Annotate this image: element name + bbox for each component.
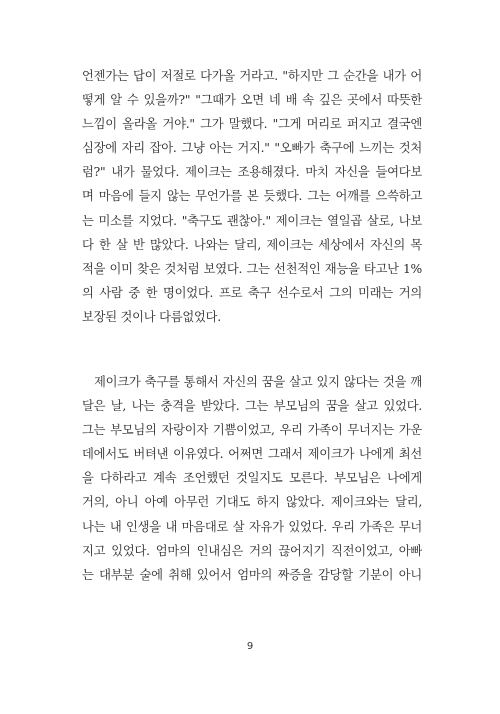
text-line: 느낌이 올라올 거야." 그가 말했다. "그게 머리로 퍼지고 결국엔 xyxy=(82,117,422,132)
text-line: 언젠가는 답이 저절로 다가올 거라고. "하지만 그 순간을 내가 어 xyxy=(82,69,422,83)
text-line: 지고 있었다. 엄마의 인내심은 거의 끊어지기 직전이었고, 아빠 xyxy=(82,543,422,558)
text-line: 제이크가 축구를 통해서 자신의 꿈을 살고 있지 않다는 것을 깨 xyxy=(94,375,422,389)
text-line: 며 마음에 들지 않는 무언가를 본 듯했다. 그는 어깨를 으쓱하고 xyxy=(82,189,422,204)
text-line: 다 한 살 반 많았다. 나와는 달리, 제이크는 세상에서 자신의 목 xyxy=(82,237,422,252)
text-line: 떻게 알 수 있을까?" "그때가 오면 네 배 속 깊은 곳에서 따뜻한 xyxy=(82,93,422,108)
text-line: 그는 부모님의 자랑이자 기쁨이었고, 우리 가족이 무너지는 가운 xyxy=(82,423,422,438)
text-line: 데에서도 버텨낸 이유였다. 어쩌면 그래서 제이크가 나에게 최선 xyxy=(82,447,422,462)
text-line: 보장된 것이나 다름없었다. xyxy=(82,309,221,324)
text-line: 는 대부분 술에 취해 있어서 엄마의 짜증을 감당할 기분이 아니 xyxy=(82,567,422,582)
paragraph-2 xyxy=(82,370,422,587)
text-line: 을 다하라고 계속 조언했던 것일지도 모른다. 부모님은 나에게 xyxy=(82,471,422,486)
text-line: 나는 내 인생을 내 마음대로 살 자유가 있었다. 우리 가족은 무너 xyxy=(82,519,422,534)
text-line: 달은 날, 나는 충격을 받았다. 그는 부모님의 꿈을 살고 있었다. xyxy=(82,399,422,414)
text-line: 심장에 자리 잡아. 그냥 아는 거지." "오빠가 축구에 느끼는 것처 xyxy=(82,141,422,156)
text-line: 럼?" 내가 물었다. 제이크는 조용해졌다. 마치 자신을 들여다보 xyxy=(82,165,422,180)
page-number: 9 xyxy=(246,641,254,652)
text-line: 의 사람 중 한 명이었다. 프로 축구 선수로서 그의 미래는 거의 xyxy=(82,285,422,300)
text-line: 거의, 아니 아예 아무런 기대도 하지 않았다. 제이크와는 달리, xyxy=(82,495,422,510)
text-line: 적을 이미 찾은 것처럼 보였다. 그는 선천적인 재능을 타고난 1% xyxy=(82,261,422,276)
text-line: 는 미소를 지었다. "축구도 괜찮아." 제이크는 열일곱 살로, 나보 xyxy=(82,213,422,228)
paragraph-1 xyxy=(82,64,422,329)
